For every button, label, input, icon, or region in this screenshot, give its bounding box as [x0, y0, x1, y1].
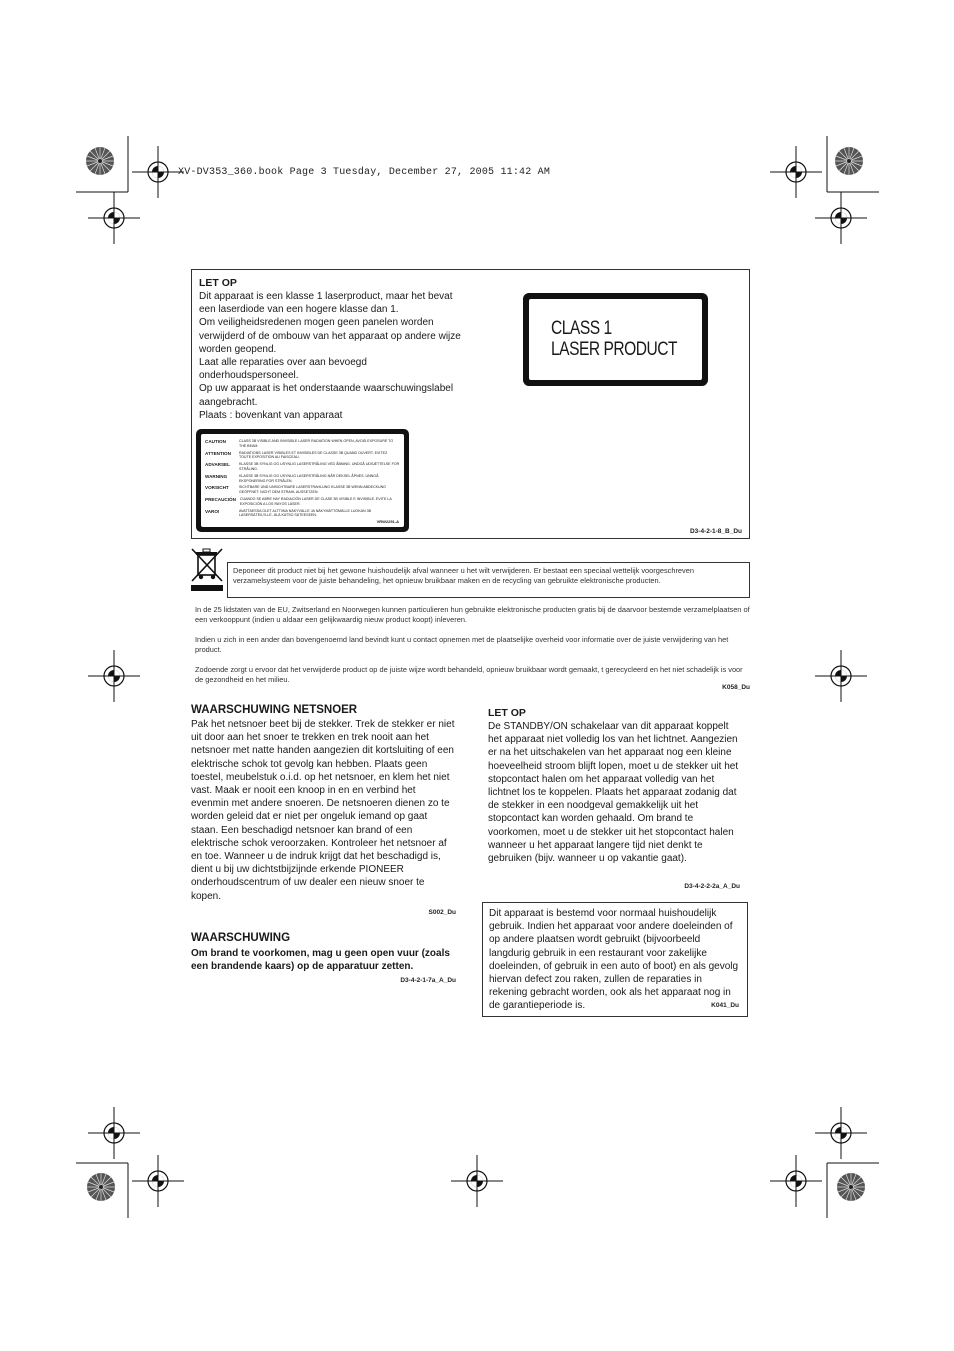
star-target-icon	[837, 1173, 865, 1201]
warning-label-text: RADIATIONS LASER VISIBLES ET INVISIBLES DE CLASSE 3B QUAND OUVERT. EVITEZ TOUTE EXPOSITION AU FAISCEAU.	[239, 450, 388, 460]
weee-bar	[191, 585, 223, 591]
household-code: K041_Du	[711, 1002, 739, 1009]
registration-mark-icon	[132, 146, 184, 198]
crossed-out-wheeled-bin-icon	[189, 547, 225, 585]
class1-line1: CLASS 1	[551, 318, 612, 339]
warning-label-row	[205, 474, 400, 484]
waarschuwing-text: Om brand te voorkomen, mag u geen open vuur (zoals een brandende kaars) op de apparatuur zetten.	[191, 948, 450, 973]
warning-label-row	[205, 462, 400, 472]
warning-label-row	[205, 451, 400, 461]
laser-caution-text	[199, 290, 461, 422]
warning-label-code: VRW2251-A	[376, 519, 399, 524]
registration-mark-icon	[132, 1155, 184, 1207]
star-target-icon	[86, 147, 114, 175]
star-target-icon	[835, 147, 863, 175]
warning-label-text: SICHTBARE UND UNSICHTBARE LASERSTRAHLUNG KLASSE 3B WENN ABDECKUNG GEÖFFNET. NICHT DEM STRAHL AUSSETZEN.	[239, 485, 386, 495]
warning-label-word: CAUTION	[205, 439, 226, 444]
warning-label-word: PRECAUCIÓN	[205, 496, 236, 502]
registration-mark-icon	[88, 192, 140, 244]
paragraph: Indien u zich in een ander dan bovengenoemd land bevindt kunt u contact opnemen met de plaatselijke overheid voor informatie over de juiste verwijdering van het product.	[195, 635, 729, 654]
star-target-icon	[87, 1173, 115, 1201]
netsnoer-text: Pak het netsnoer beet bij de stekker. Trek de stekker er niet uit door aan het snoer te trekken en trek nooit aan het netsnoer met natte handen aangezien dit kortsluiting of een elektrische schok tot gevolg kan hebben. Plaats geen toestel, meubelstuk o.i.d. op het netsnoer, en klem het niet vast. Maak er nooit een knoop in en en verbind het evenmin met andere snoeren. De netsnoeren dienen zo te worden geleid dat er niet per ongeluk iemand op gaat staan. Een beschadigd netsnoer kan brand of een elektrische schok veroorzaken. Kontroleer het netsnoer af en toe. Wanneer u de indruk krijgt dat het beschadigd is, dient u bij uw dichtstbijzijnde erkende PIONEER onderhoudscentrum of uw dealer een nieuw snoer te kopen.	[191, 719, 455, 902]
registration-mark-icon	[451, 1155, 503, 1207]
weee-boxed-notice	[227, 562, 750, 598]
standby-code: D3-4-2-2-2a_A_Du	[684, 883, 740, 890]
warning-label-word: VORSICHT	[205, 485, 229, 491]
standby-text: De STANDBY/ON schakelaar van dit apparaat koppelt het apparaat niet volledig los van het lichtnet. Aangezien er na het uitschakelen van het apparaat nog een kleine hoeveelheid stroom blijft lopen, moet u de stekker uit het stopcontact halen om het apparaat volledig van het lichtnet los te koppelen. Plaats het apparaat zodanig dat de stekker in een noodgeval gemakkelijk uit het stopcontact kan worden gehaald. Om brand te voorkomen, moet u de stekker uit het stopcontact halen wanneer u het apparaat langere tijd niet denkt te gebruiken (bijv. wanneer u op vakantie gaat).	[488, 721, 739, 865]
class1-laser-label	[523, 293, 708, 386]
netsnoer-title: WAARSCHUWING NETSNOER	[191, 704, 358, 716]
class1-line2: LASER PRODUCT	[551, 339, 678, 360]
warning-label-text: CUANDO SE ABRE HAY RADIACIÓN LASER DE CLASE 3B VISIBLE E INVISIBLE. EVITE LA EXPOSICIÓN A LOS RAYOS LÁSER.	[239, 496, 392, 506]
warning-label-text: KLASSE 3B SYNLIG OG USYNLIG LASERSTRÅLING VED ÅBNING. UNDGÅ UDSÆTTELSE FOR STRÅLING.	[239, 462, 400, 471]
warning-label-word: ADVARSEL	[205, 462, 230, 468]
warning-label-text: AVATTAESSA OLET ALTTIINA NÄKYVÄLLE JA NÄKYMÄTTÖMÄLLE LUOKAN 3B LASERSÄTEILYLLE. ÄLÄ KATSO SÄTEESEEN.	[239, 508, 372, 518]
registration-mark-icon	[88, 650, 140, 702]
registration-mark-icon	[815, 1107, 867, 1159]
netsnoer-code: S002_Du	[428, 909, 456, 916]
warning-label-word: VARO!	[205, 508, 220, 514]
registration-mark-icon	[770, 146, 822, 198]
paragraph: Zodoende zorgt u ervoor dat het verwijderde product op de juiste wijze wordt behandeld, opnieuw bruikbaar wordt gemaakt, t gerecycleerd en het niet schadelijk is voor de gezondheid en het milieu.	[195, 665, 743, 684]
warning-label-row	[205, 509, 400, 519]
registration-mark-icon	[88, 1107, 140, 1159]
laser-caution-code: D3-4-2-1-8_B_Du	[689, 528, 742, 535]
registration-mark-icon	[770, 1155, 822, 1207]
laser-warning-label	[196, 429, 409, 532]
warning-label-text: CLASS 3B VISIBLE AND INVISIBLE LASER RADIATION WHEN OPEN, AVOID EXPOSURE TO THE BEAM.	[239, 439, 394, 448]
warning-label-word: ATTENTION	[205, 450, 231, 456]
warning-label-row	[205, 497, 400, 507]
warning-label-text: KLASSE 3B SYNLIG OG USYNLIG LASERSTRÅLING NÅR DEKSEL ÅPNES. UNNGÅ EKSPONERING FOR STRÅLEN.	[239, 473, 379, 483]
waarschuwing-title: WAARSCHUWING	[191, 932, 291, 944]
registration-mark-icon	[815, 650, 867, 702]
paragraph: Op uw apparaat is het onderstaande waarschuwingslabel aangebracht.	[199, 383, 454, 408]
standby-title: LET OP	[488, 707, 526, 719]
warning-label-row	[205, 485, 400, 495]
paragraph: In de 25 lidstaten van de EU, Zwitserland en Noorwegen kunnen particulieren hun gebruikte elektronische producten gratis bij de daarvoor bestemde verzamelplaatsen of een verkooppunt (indien u aldaar een gelijkwaardig nieuw product koopt) inleveren.	[195, 605, 750, 624]
weee-boxed-text: Deponeer dit product niet bij het gewone huishoudelijk afval wanneer u het wilt verwijderen. Er bestaat een speciaal wettelijk voorgeschreven verzamelsysteem voor de juiste behandeling, het opnieuw bruikbaar maken en de recycling van gebruikte elektronische producten.	[233, 566, 694, 585]
laser-caution-title: LET OP	[199, 277, 237, 289]
warning-label-word: WARNING	[205, 473, 228, 479]
laser-caution-box	[191, 269, 750, 539]
waarschuwing-code: D3-4-2-1-7a_A_Du	[400, 977, 456, 984]
household-text: Dit apparaat is bestemd voor normaal huishoudelijk gebruik. Indien het apparaat voor andere doeleinden of op andere plaatsen wordt gebruikt (bijvoorbeeld langdurig gebruik in een restaurant voor zakelijke doeleinden, of gebruik in een auto of boot) en als gevolg hiervan defect zou raken, zullen de reparaties in rekening gebracht worden, ook als het apparaat nog in de garantieperiode is.	[489, 908, 739, 1012]
weee-paragraphs	[195, 605, 750, 685]
paragraph: Dit apparaat is een klasse 1 laserproduct, maar het bevat een laserdiode van een hogere klasse dan 1.	[199, 291, 453, 316]
registration-mark-icon	[815, 192, 867, 244]
weee-code: K058_Du	[722, 684, 750, 691]
book-header: XV-DV353_360.book Page 3 Tuesday, December 27, 2005 11:42 AM	[178, 167, 551, 178]
paragraph: Laat alle reparaties over aan bevoegd onderhoudspersoneel.	[199, 357, 367, 382]
household-notice-box	[482, 902, 748, 1017]
warning-label-row	[205, 439, 400, 449]
paragraph: Plaats : bovenkant van apparaat	[199, 409, 343, 421]
paragraph: Om veiligheidsredenen mogen geen panelen worden verwijderd of de ombouw van het apparaat op andere wijze worden geopend.	[199, 317, 461, 355]
